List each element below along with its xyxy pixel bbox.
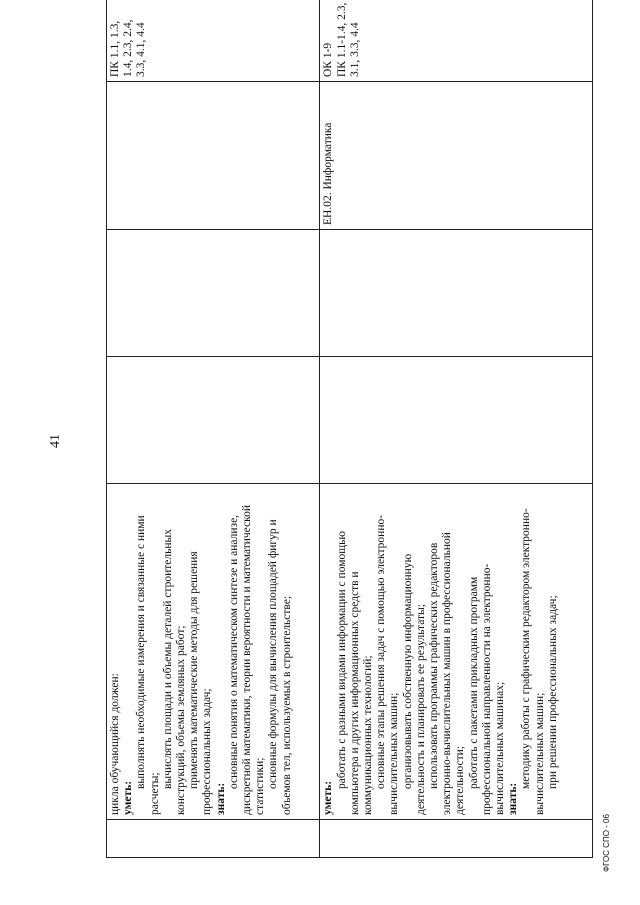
page-number: 41 xyxy=(48,434,63,448)
text-line: основные понятия о математическом синтезе и анализе, дискретной математики, теории вероятности и математической статистики; xyxy=(227,504,267,815)
competency-line: 3.1, 3.3, 4.4 xyxy=(348,22,361,77)
text-line: работать с пакетами прикладных программ профессиональной направленности на электронно-вычислительных машинах; xyxy=(467,563,506,815)
text-line: организовывать собственную информационную деятельность и планировать ее результаты; xyxy=(401,553,427,815)
competency-line: ОК 1-9 xyxy=(322,42,335,77)
discipline-cell xyxy=(107,82,320,230)
requirements-cell xyxy=(320,484,593,820)
text-line: выполнять необходимые измерения и связанные с ними расчеты; xyxy=(135,515,161,815)
text-line: использовать программы графических редакторов электронно-вычислительных машин в профессиональной деятельности; xyxy=(427,532,467,815)
hours-cell-2 xyxy=(320,230,593,357)
rotated-table-container xyxy=(106,2,593,858)
text-line: при решении профессиональных задач; xyxy=(546,595,559,789)
index-cell xyxy=(107,820,320,858)
competency-line: 3.3, 4.1, 4.4 xyxy=(135,22,148,77)
competencies-cell xyxy=(320,0,593,82)
requirements-cell xyxy=(107,484,320,820)
hours-cell xyxy=(320,357,593,484)
table-row xyxy=(320,0,593,858)
text-line: применять математические методы для решения профессиональных задач; xyxy=(188,551,214,815)
index-cell xyxy=(320,820,593,858)
text-line: методику работы с графическим редактором электронно-вычислительных машин; xyxy=(520,508,546,815)
text-line: основные формулы для вычисления площадей фигур и объемов тел, используемых в строительстве; xyxy=(267,519,293,815)
text-line: уметь: xyxy=(322,780,335,815)
text-line: основные этапы решения задач с помощью электронно-вычислительных машин; xyxy=(375,514,401,815)
discipline-cell: ЕН.02. Информатика xyxy=(320,82,593,230)
table-row xyxy=(107,0,320,858)
competency-line: ПК 1.1, 1.3, xyxy=(109,20,121,77)
footer-label: ФГОС СПО - 06 xyxy=(602,814,611,872)
competency-line: 1.4, 2.3, 2.4, xyxy=(122,19,135,77)
text-line: работать с разными видами информации с помощью компьютера и других информационных средств и коммуникационных технологий; xyxy=(335,531,374,815)
text-line: знать: xyxy=(507,782,520,815)
text-line: знать: xyxy=(214,782,227,815)
competency-line: ПК 1.1-1.4, 2.3, xyxy=(335,2,348,77)
text-line: цикла обучающийся должен: xyxy=(109,673,121,815)
curriculum-table xyxy=(106,0,593,858)
hours-cell-2 xyxy=(107,230,320,357)
text-line: уметь: xyxy=(122,780,135,815)
competencies-cell xyxy=(107,0,320,82)
text-line: вычислять площади и объемы деталей строительных конструкций, объемы земляных работ; xyxy=(161,529,188,815)
hours-cell xyxy=(107,357,320,484)
